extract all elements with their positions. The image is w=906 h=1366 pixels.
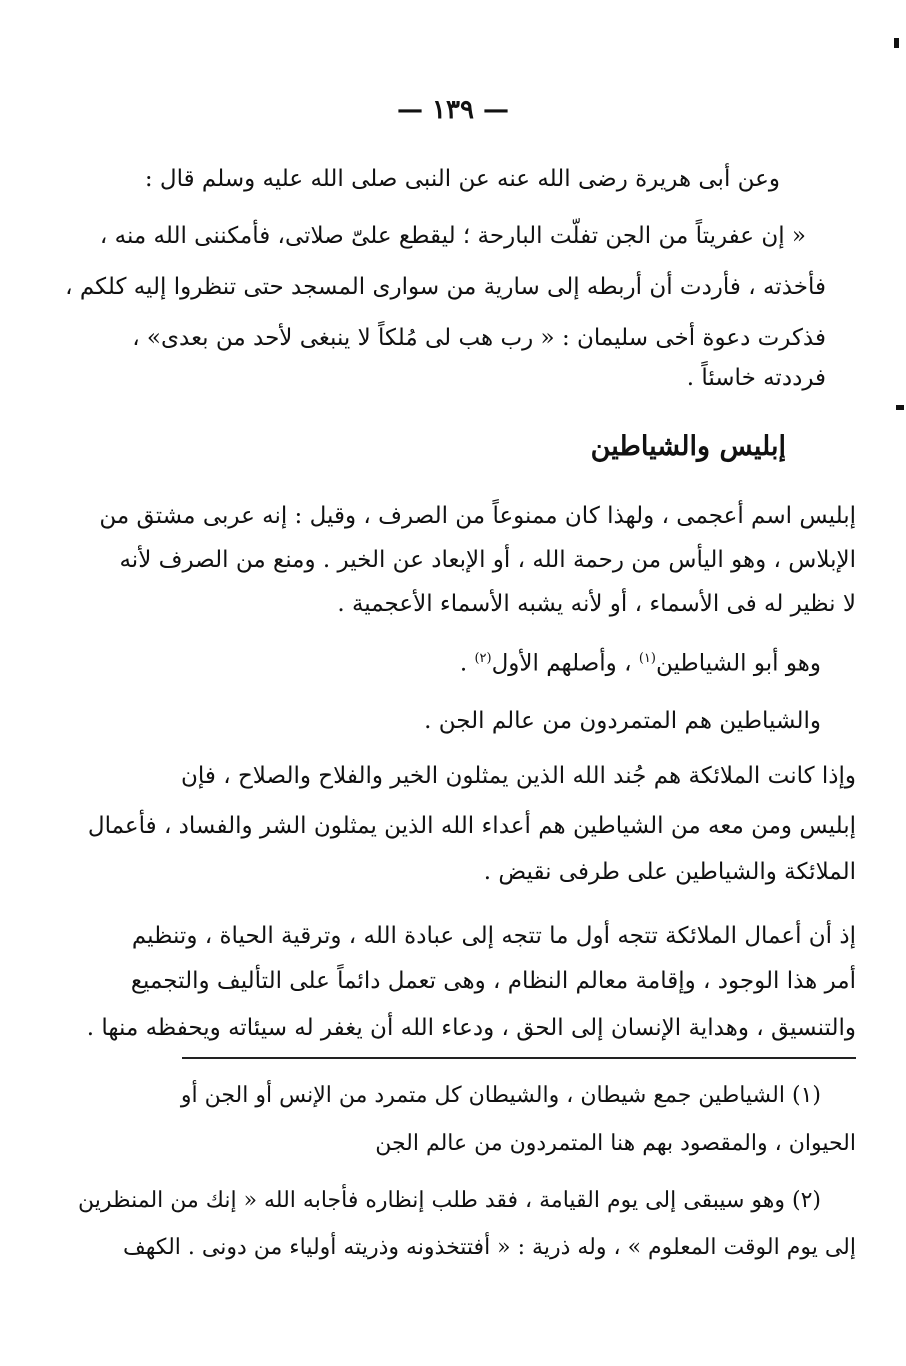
para4-line-2: إبليس ومن معه من الشياطين هم أعداء الله الذين يمثلون الشر والفساد ، فأعمال xyxy=(87,813,856,839)
hadith-line-4: فذكرت دعوة أخى سليمان : « رب هب لى مُلكاً لا ينبغى لأحد من بعدى» ، xyxy=(132,325,826,351)
footnote-ref-1: (١) xyxy=(638,651,656,666)
para1-line-2: الإبلاس ، وهو اليأس من رحمة الله ، أو الإبعاد عن الخير . ومنع من الصرف لأنه xyxy=(119,547,856,573)
para1-line-1: إبليس اسم أعجمى ، ولهذا كان ممنوعاً من الصرف ، وقيل : إنه عربى مشتق من xyxy=(99,503,856,529)
footnote-divider xyxy=(182,1057,856,1059)
para2-line xyxy=(460,652,821,676)
footnote-ref-2: (٢) xyxy=(474,651,492,666)
footnote-2-line-1: (٢) وهو سيبقى إلى يوم القيامة ، فقد طلب إنظاره فأجابه الله « إنك من المنظرين xyxy=(78,1188,821,1213)
edge-mark-top xyxy=(894,38,899,48)
section-title: إبليس والشياطين xyxy=(590,431,786,462)
para2-text-c: . xyxy=(459,650,475,677)
edge-mark-middle xyxy=(896,405,904,410)
footnote-1-line-2: الحيوان ، والمقصود بهم هنا المتمردون من عالم الجن xyxy=(375,1131,856,1156)
hadith-line-3: فأخذته ، فأردت أن أربطه إلى سارية من سوارى المسجد حتى تنظروا إليه كلكم ، xyxy=(65,274,826,300)
para5-line-1: إذ أن أعمال الملائكة تتجه أول ما تتجه إلى عبادة الله ، وترقية الحياة ، وتنظيم xyxy=(131,923,856,949)
para5-line-2: أمر هذا الوجود ، وإقامة معالم النظام ، وهى تعمل دائماً على التأليف والتجميع xyxy=(130,968,856,994)
para2-text-b: ، وأصلهم الأول xyxy=(491,650,639,677)
para3-line: والشياطين هم المتمردون من عالم الجن . xyxy=(424,708,821,734)
footnote-2-line-2: إلى يوم الوقت المعلوم » ، وله ذرية : « أفتتخذونه وذريته أولياء من دونى . الكهف xyxy=(123,1235,856,1260)
hadith-line-2: « إن عفريتاً من الجن تفلّت البارحة ؛ ليقطع علىّ صلاتى، فأمكننى الله منه ، xyxy=(99,223,806,249)
para1-line-3: لا نظير له فى الأسماء ، أو لأنه يشبه الأسماء الأعجمية . xyxy=(337,591,856,617)
para2-text-a: وهو أبو الشياطين xyxy=(655,650,821,677)
footnote-1-line-1: (١) الشياطين جمع شيطان ، والشيطان كل متمرد من الإنس أو الجن أو xyxy=(180,1083,821,1108)
page-number: — ١٣٩ — xyxy=(396,95,510,125)
para5-line-3: والتنسيق ، وهداية الإنسان إلى الحق ، ودعاء الله أن يغفر له سيئاته ويحفظه منها . xyxy=(86,1015,856,1041)
hadith-line-5: فرددته خاسئاً . xyxy=(686,365,826,391)
para4-line-3: الملائكة والشياطين على طرفى نقيض . xyxy=(483,859,856,885)
para4-line-1: وإذا كانت الملائكة هم جُند الله الذين يمثلون الخير والفلاح والصلاح ، فإن xyxy=(181,763,856,789)
hadith-line-1: وعن أبى هريرة رضى الله عنه عن النبى صلى الله عليه وسلم قال : xyxy=(144,166,780,192)
